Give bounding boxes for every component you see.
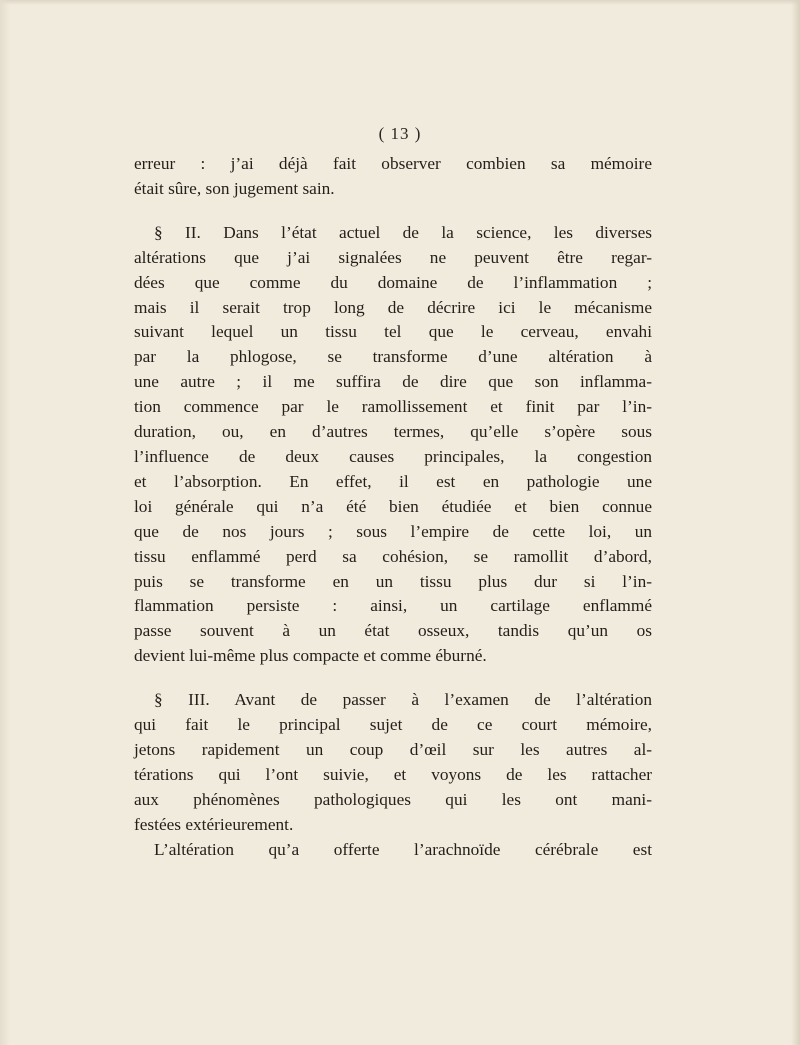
text-line: aux phénomènes pathologiques qui les ont mani- xyxy=(134,789,652,809)
text-line: dées que comme du domaine de l’inflammation ; xyxy=(134,272,652,292)
text-line: L’altération qu’a offerte l’arachnoïde cérébrale est xyxy=(154,839,652,859)
body-text xyxy=(134,152,652,862)
text-line: duration, ou, en d’autres termes, qu’elle s’opère sous xyxy=(134,422,652,442)
text-line: et l’absorption. En effet, il est en pathologie une xyxy=(134,471,652,491)
text-line: que de nos jours ; sous l’empire de cette loi, un xyxy=(134,521,652,541)
paragraph-gap xyxy=(134,202,652,221)
text-line: festées extérieurement. xyxy=(134,814,294,834)
page-edge-shadow xyxy=(0,0,10,1045)
text-line: puis se transforme en un tissu plus dur si l’in- xyxy=(134,571,652,591)
text-line: altérations que j’ai signalées ne peuvent être regar- xyxy=(134,247,652,267)
text-line: qui fait le principal sujet de ce court mémoire, xyxy=(134,715,652,735)
text-line: par la phlogose, se transforme d’une altération à xyxy=(134,347,652,367)
text-line: passe souvent à un état osseux, tandis qu’un os xyxy=(134,621,652,641)
section-heading-line: § III. Avant de passer à l’examen de l’altération xyxy=(154,690,652,710)
text-line: une autre ; il me suffira de dire que son inflamma- xyxy=(134,372,652,392)
text-line: térations qui l’ont suivie, et voyons de les rattacher xyxy=(134,764,652,784)
paragraph-gap xyxy=(134,669,652,688)
page-number: ( 13 ) xyxy=(378,124,422,143)
text-line: jetons rapidement un coup d’œil sur les autres al- xyxy=(134,739,652,759)
text-line: devient lui-même plus compacte et comme éburné. xyxy=(134,646,487,666)
text-line: mais il serait trop long de décrire ici le mécanisme xyxy=(134,297,652,317)
text-line: suivant lequel un tissu tel que le cerveau, envahi xyxy=(134,322,652,342)
text-line: loi générale qui n’a été bien étudiée et bien connue xyxy=(134,496,652,516)
section-heading-line: § II. Dans l’état actuel de la science, les diverses xyxy=(154,222,652,242)
text-line: tissu enflammé perd sa cohésion, se ramollit d’abord, xyxy=(134,546,652,566)
text-line: était sûre, son jugement sain. xyxy=(134,178,335,198)
text-line: tion commence par le ramollissement et finit par l’in- xyxy=(134,397,652,417)
text-line: erreur : j’ai déjà fait observer combien sa mémoire xyxy=(134,154,652,173)
text-line: l’influence de deux causes principales, la congestion xyxy=(134,446,652,466)
text-line: flammation persiste : ainsi, un cartilage enflammé xyxy=(134,596,652,616)
